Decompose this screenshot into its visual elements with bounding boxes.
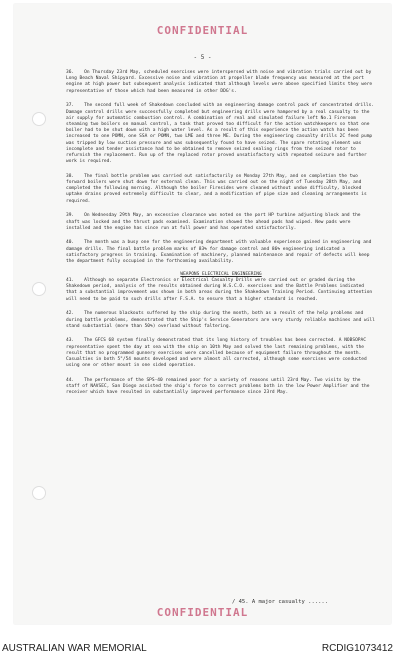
- paragraph: [66, 174, 376, 205]
- document-page: [14, 4, 391, 624]
- paragraph-text: The GFCS 68 system finally demonstrated that its long history of troubles has been corrected. A NOBSOPAC representative spent the day at sea with the ship on 10th May and solved the last remaining problems, with the result that no programmed gunnery exercises were cancelled because of equipment failure throughout the month. Casualties in both 5"/54 mounts developed and were almost all corrected, although some exercises were conducted using one or other mount in one sided operation.: [66, 338, 367, 369]
- paragraph: [66, 70, 376, 95]
- section-heading: WEAPONS ELECTRICAL ENGINEERING: [180, 271, 262, 277]
- paragraph-number: 36.: [66, 70, 75, 75]
- paragraph-text: The month was a busy one for the engineering department with valuable experience gained in engineering and damage drills. The final battle problem marks of 83% for damage control and 86% engineering indicated a satisfactory progress in training. Examination of machinery, planned maintenance and repair of defects will keep the department fully occupied in the forthcoming availability.: [66, 240, 372, 265]
- paragraph-number: 39.: [66, 213, 75, 219]
- paragraph-text: On Wednesday 29th May, an excessive clearance was noted on the port HP turbine adjusting block and the shaft was locked and the thrust pads examined. Examination showed the ahead pads had wiped. New pads were installed and the engine has since run at full power and has operated satisfactorily.: [66, 213, 361, 231]
- institution-name: AUSTRALIAN WAR MEMORIAL: [2, 643, 147, 654]
- confidential-stamp-top: CONFIDENTIAL: [156, 24, 249, 37]
- paragraph: [66, 103, 376, 165]
- paragraph-number: 37.: [66, 103, 75, 109]
- paragraph-text: Although no separate Electronics or Electrical Casualty Drills were carried out or graded during the Shakedown period, analysis of the results obtained during W.S.C.O. exercises and the Battle Problems indicated that a substantial improvement was shown in both areas during the Shakedown Training Period. Continuing attention will need to be paid to such drills after F.S.A. to ensure that a higher standard is reached.: [66, 277, 373, 302]
- punch-hole: [32, 486, 46, 500]
- paragraph-number: 41.: [66, 277, 75, 283]
- punch-hole: [32, 282, 46, 296]
- paragraph: [66, 378, 376, 397]
- document-body: [66, 70, 376, 405]
- paragraph-number: 38.: [66, 173, 75, 179]
- record-id: RCDIG1073412: [321, 643, 393, 654]
- continuation-reference: / 45. A major casualty ......: [232, 599, 329, 605]
- paragraph-text: The final bottle problem was carried out satisfactorily on Monday 27th May, and on completion the two forward boilers were shut down for external clean. This was carried out on the night of Tuesday 28th May, and completed the following morning. Although the boiler Firesides were cleaned without undue difficulty, blocked uptake drains proved extremely difficult to clear, and a modification of pipe size and cleaning arrangements is required.: [66, 173, 367, 204]
- page-number: - 5 -: [193, 54, 212, 61]
- paragraph: [66, 278, 376, 303]
- paragraph-text: On Thursday 23rd May, scheduled exercises were interspersed with noise and vibration trials carried out by Long Beach Naval Shipyard. Excessive noise and vibration at propeller blade frequency was measured at the port engine at high power but subsequent analysis indicated that although levels were above specified limits they were representative of those which had been measured in other DDG's.: [66, 70, 373, 94]
- punch-hole: [32, 112, 46, 126]
- paragraph-text: The performance of the SPS-40 remained poor for a variety of reasons until 23rd May. Two visits by the staff of NAVSEC, San Diego assisted the ship's force to correct problems both in the low Power Amplifier and the receiver which have resulted in substantially improved performance since 23rd May.: [66, 377, 370, 396]
- paragraph: [66, 311, 376, 330]
- paragraph-text: The second full week of Shakedown concluded with an engineering damage control pack of concentrated drills. Damage control drills were successfully completed but engineering drills were hampered by a real casualty to the air supply for automatic combustion control. A combination of real and simulated failure left No.1 Fireroom steaming two boilers on manual control, a task that proved too difficult for the action watchkeepers so that one boiler had to be shut down with a high water level. As a result of this experience the action watch has been increased to one POMN, one SSA or POMN, two LME and three ME. During the engineering casualty drills 2C feed pump was tripped by low suction pressure and was subsequently found to have seized. The spare rotating element was incomplete and tender assistance had to be obtained to remove seized sealing rings from the seized rotor to refurnish the replacement. Run up of the replaced rotor proved unsatisfactory with repeated seizure and further work is required.: [66, 103, 375, 165]
- paragraph-number: 40.: [66, 240, 75, 246]
- paragraph: [66, 338, 376, 369]
- paragraph-number: 42.: [66, 311, 75, 317]
- paragraph: [66, 240, 376, 265]
- paragraph-number: 44.: [66, 377, 75, 383]
- paragraph: [66, 213, 376, 232]
- paragraph-number: 43.: [66, 338, 75, 344]
- paragraph-text: The numerous blackouts suffered by the ship during the month, both as a result of the help problems and during battle problems, demonstrated that the Ship's Service Generators are very sturdy reliable machines and will stand substantial (more than 50%) overload without faltering.: [66, 311, 375, 329]
- confidential-stamp-bottom: CONFIDENTIAL: [156, 606, 249, 619]
